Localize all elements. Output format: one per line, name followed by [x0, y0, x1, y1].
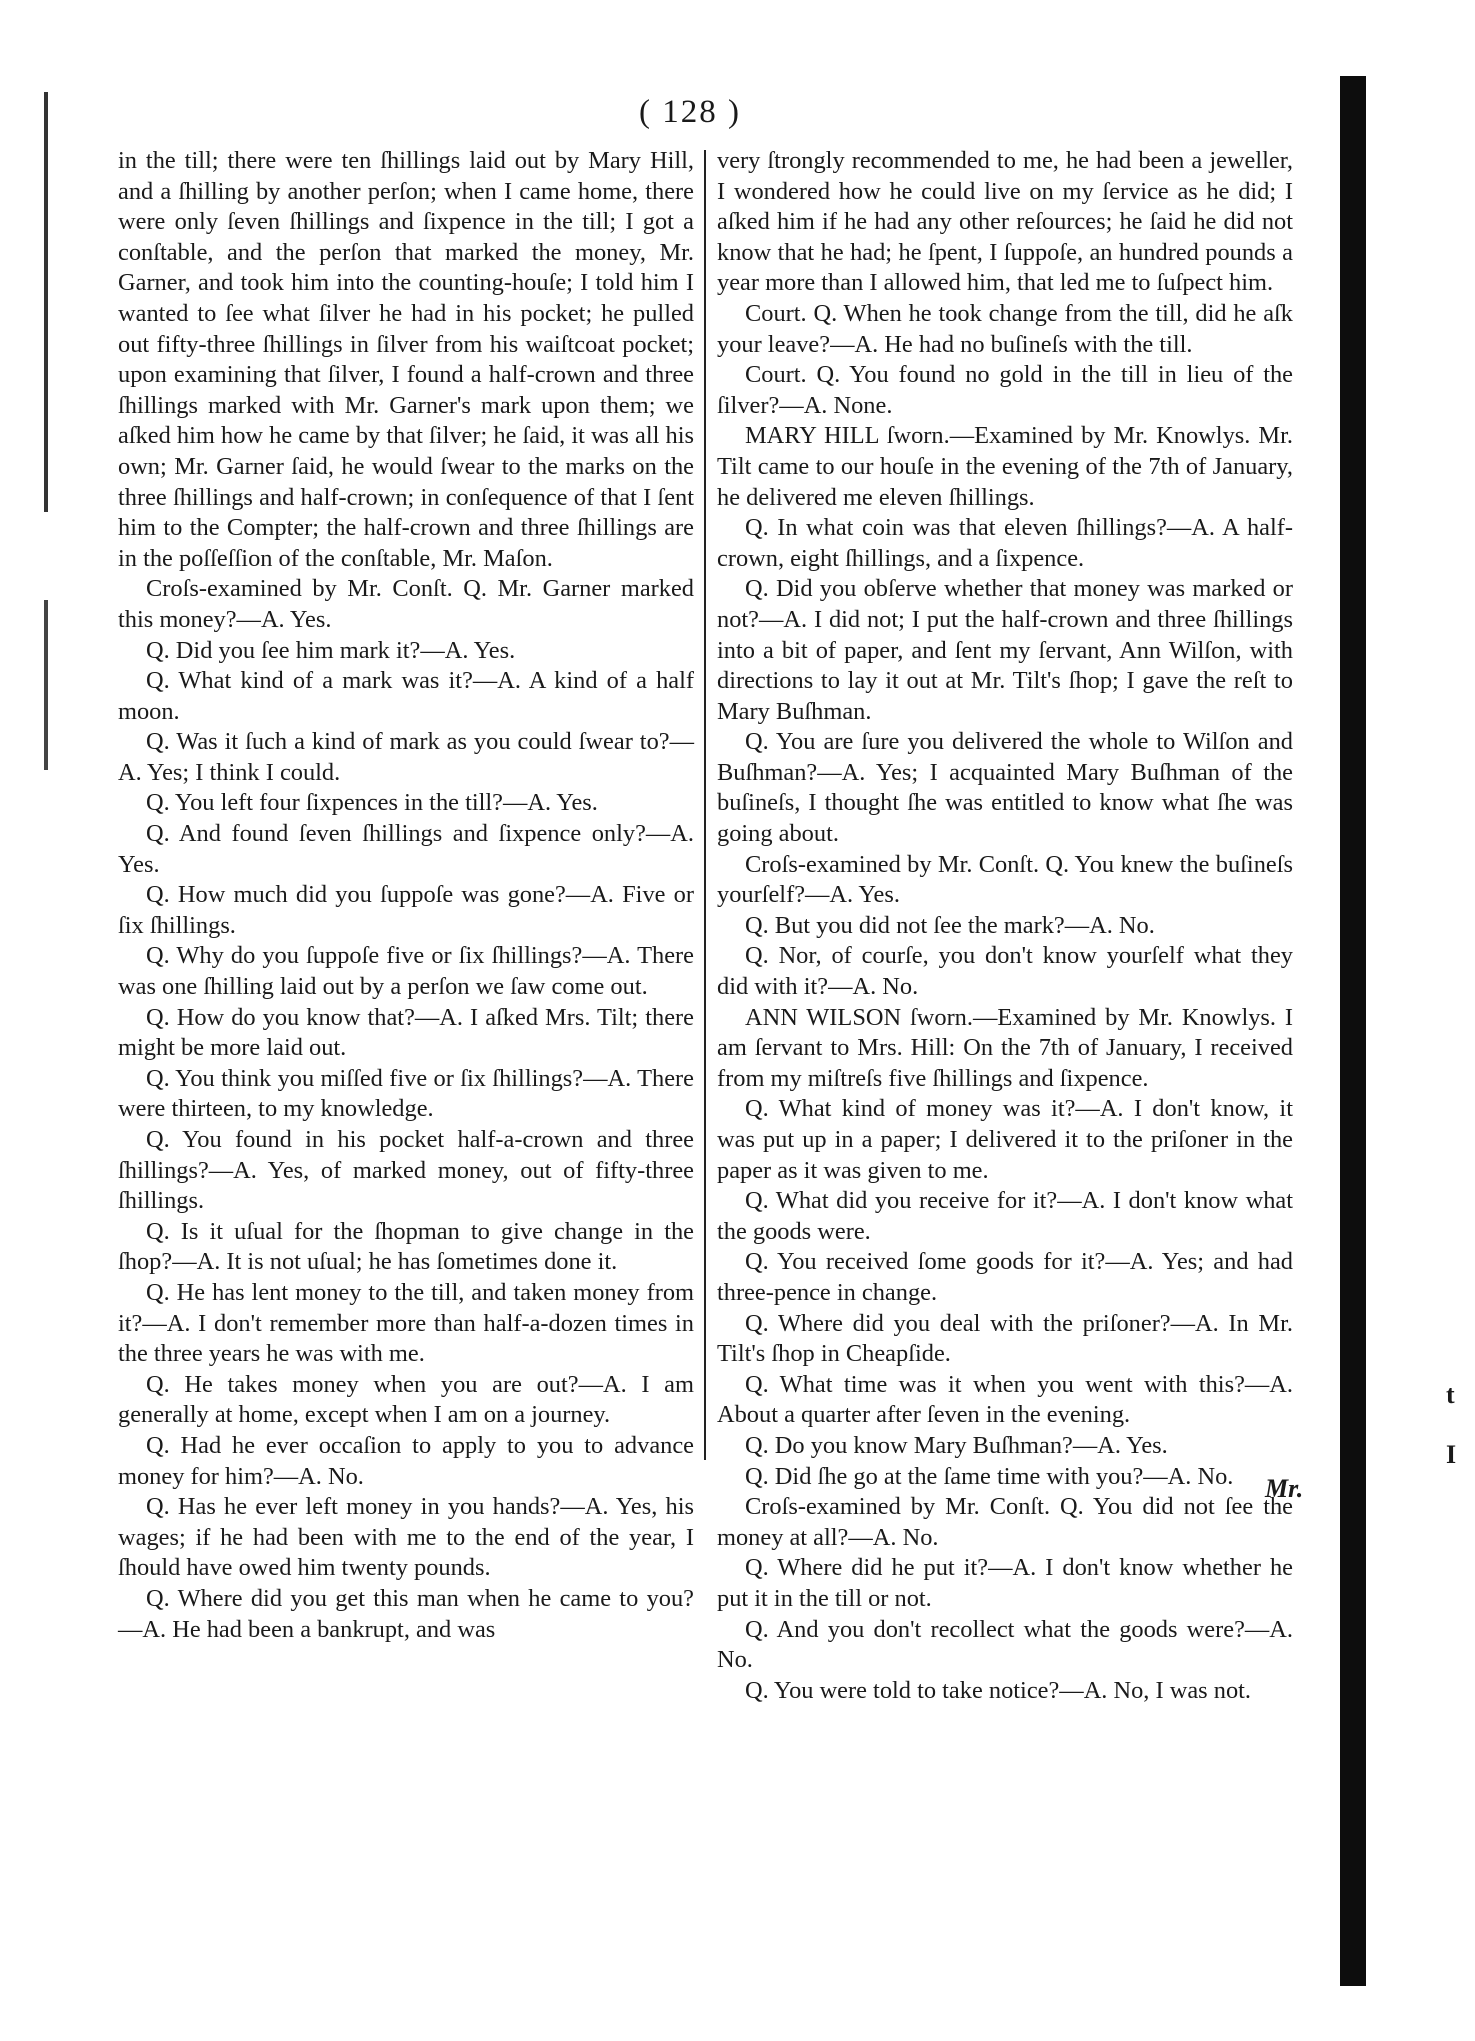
paragraph: Q. Was it ſuch a kind of mark as you could ſwear to?—A. Yes; I think I could.	[118, 728, 694, 786]
paragraph: Q. And found ſeven ſhillings and ſixpence only?—A. Yes.	[118, 820, 694, 878]
paragraph: Croſs-examined by Mr. Conſt. Q. You did not ſee the money at all?—A. No.	[717, 1493, 1293, 1551]
paragraph: Q. You are ſure you delivered the whole to Wilſon and Buſhman?—A. Yes; I acquainted Mary Buſhman of the buſineſs, I thought ſhe was entitled to know what ſhe was going about.	[717, 728, 1293, 848]
paragraph: Q. How much did you ſuppoſe was gone?—A. Five or ſix ſhillings.	[118, 881, 694, 939]
paragraph: Q. What kind of a mark was it?—A. A kind of a half moon.	[118, 667, 694, 725]
paragraph: Q. Did ſhe go at the ſame time with you?—A. No.	[745, 1462, 1234, 1490]
paragraph: in the till; there were ten ſhillings laid out by Mary Hill, and a ſhilling by another perſon; when I came home, there were only ſeven ſhillings and ſixpence in the till; I got a conſtable, and the perſon that marked the money, Mr. Garner, and took him into the counting-houſe; I told him I wanted to ſee what ſilver he had in his pocket; he pulled out fifty-three ſhillings in ſilver from his waiſtcoat pocket; upon examining that ſilver, I found a half-crown and three ſhillings marked with Mr. Garner's mark upon them; we aſked him how he came by that ſilver; he ſaid, it was all his own; Mr. Garner ſaid, he would ſwear to the marks on the three ſhillings and half-crown; in conſequence of that I ſent him to the Compter; the half-crown and three ſhillings are in the poſſeſſion of the conſtable, Mr. Maſon.	[118, 147, 694, 572]
paragraph: Q. What time was it when you went with this?—A. About a quarter after ſeven in the evening.	[717, 1370, 1293, 1429]
paragraph: Q. Where did he put it?—A. I don't know whether he put it in the till or not.	[717, 1554, 1293, 1612]
left-column	[118, 146, 694, 1645]
paragraph: Croſs-examined by Mr. Conſt. Q. You knew the buſineſs yourſelf?—A. Yes.	[717, 850, 1293, 909]
paragraph: MARY HILL ſworn.—Examined by Mr. Knowlys. Mr. Tilt came to our houſe in the evening of the 7th of January, he delivered me eleven ſhillings.	[717, 422, 1293, 511]
paragraph: Q. Nor, of courſe, you don't know yourſelf what they did with it?—A. No.	[717, 942, 1293, 1001]
scan-edge-shadow	[1340, 76, 1366, 1986]
paragraph: Q. And you don't recollect what the goods were?—A. No.	[717, 1615, 1293, 1674]
right-column	[717, 146, 1293, 1706]
paragraph: Q. He has lent money to the till, and taken money from it?—A. I don't remember more than half-a-dozen times in the three years he was with me.	[118, 1278, 694, 1368]
paragraph: Q. What kind of money was it?—A. I don't know, it was put up in a paper; I delivered it to the priſoner in the paper as it was given to me.	[717, 1095, 1293, 1184]
page-number: ( 128 )	[639, 94, 741, 130]
paragraph: Croſs-examined by Mr. Conſt. Q. Mr. Garner marked this money?—A. Yes.	[118, 575, 694, 633]
paragraph: Q. You found in his pocket half-a-crown and three ſhillings?—A. Yes, of marked money, out of fifty-three ſhillings.	[118, 1126, 694, 1215]
paragraph: Q. Did you ſee him mark it?—A. Yes.	[146, 636, 516, 664]
paragraph: Q. Had he ever occaſion to apply to you to advance money for him?—A. No.	[118, 1431, 694, 1490]
paragraph: Q. How do you know that?—A. I aſked Mrs. Tilt; there might be more laid out.	[118, 1003, 694, 1062]
paragraph: ANN WILSON ſworn.—Examined by Mr. Knowlys. I am ſervant to Mrs. Hill: On the 7th of January, I received from my miſtreſs five ſhillings and ſixpence.	[717, 1003, 1293, 1092]
paragraph: Q. Why do you ſuppoſe five or ſix ſhillings?—A. There was one ſhilling laid out by a perſon we ſaw come out.	[118, 942, 694, 1001]
paragraph: Q. You think you miſſed five or ſix ſhillings?—A. There were thirteen, to my knowledge.	[118, 1064, 694, 1123]
paragraph: Court. Q. You found no gold in the till in lieu of the ſilver?—A. None.	[717, 361, 1293, 419]
paragraph: Q. But you did not ſee the mark?—A. No.	[745, 911, 1155, 939]
paragraph: Q. You left four ſixpences in the till?—A. Yes.	[146, 789, 598, 817]
margin-mark: t	[1446, 1380, 1455, 1409]
catchword: Mr.	[1265, 1474, 1304, 1503]
paragraph: Q. You were told to take notice?—A. No, I was not.	[745, 1676, 1252, 1704]
paragraph: Q. He takes money when you are out?—A. I am generally at home, except when I am on a journey.	[118, 1370, 694, 1429]
paragraph: Q. What did you receive for it?—A. I don't know what the goods were.	[717, 1187, 1293, 1245]
paragraph: Q. Has he ever left money in you hands?—A. Yes, his wages; if he had been with me to the end of the year, I ſhould have owed him twenty pounds.	[118, 1493, 694, 1582]
paragraph: Q. Did you obſerve whether that money was marked or not?—A. I did not; I put the half-crown and three ſhillings into a bit of paper, and ſent my ſervant, Ann Wilſon, with directions to lay it out at Mr. Tilt's ſhop; I gave the reſt to Mary Buſhman.	[717, 575, 1293, 725]
paragraph: Q. In what coin was that eleven ſhillings?—A. A half-crown, eight ſhillings, and a ſixpence.	[717, 514, 1293, 572]
paragraph: Q. Do you know Mary Buſhman?—A. Yes.	[745, 1431, 1168, 1459]
paragraph: very ſtrongly recommended to me, he had been a jeweller, I wondered how he could live on my ſervice as he did; I aſked him if he had any other reſources; he ſaid he did not know that he had; he ſpent, I ſuppoſe, an hundred pounds a year more than I allowed him, that led me to ſuſpect him.	[717, 147, 1293, 297]
paragraph: Q. Is it uſual for the ſhopman to give change in the ſhop?—A. It is not uſual; he has ſometimes done it.	[118, 1217, 694, 1276]
paragraph: Q. You received ſome goods for it?—A. Yes; and had three-pence in change.	[717, 1248, 1293, 1306]
paragraph: Q. Where did you get this man when he came to you?—A. He had been a bankrupt, and was	[118, 1584, 694, 1643]
binding-edge-mark	[44, 92, 48, 512]
margin-mark: I	[1446, 1440, 1457, 1469]
binding-edge-mark	[44, 600, 48, 770]
paragraph: Court. Q. When he took change from the till, did he aſk your leave?—A. He had no buſineſs with the till.	[717, 299, 1293, 358]
paragraph: Q. Where did you deal with the priſoner?—A. In Mr. Tilt's ſhop in Cheapſide.	[717, 1309, 1293, 1368]
column-divider	[704, 150, 706, 1460]
